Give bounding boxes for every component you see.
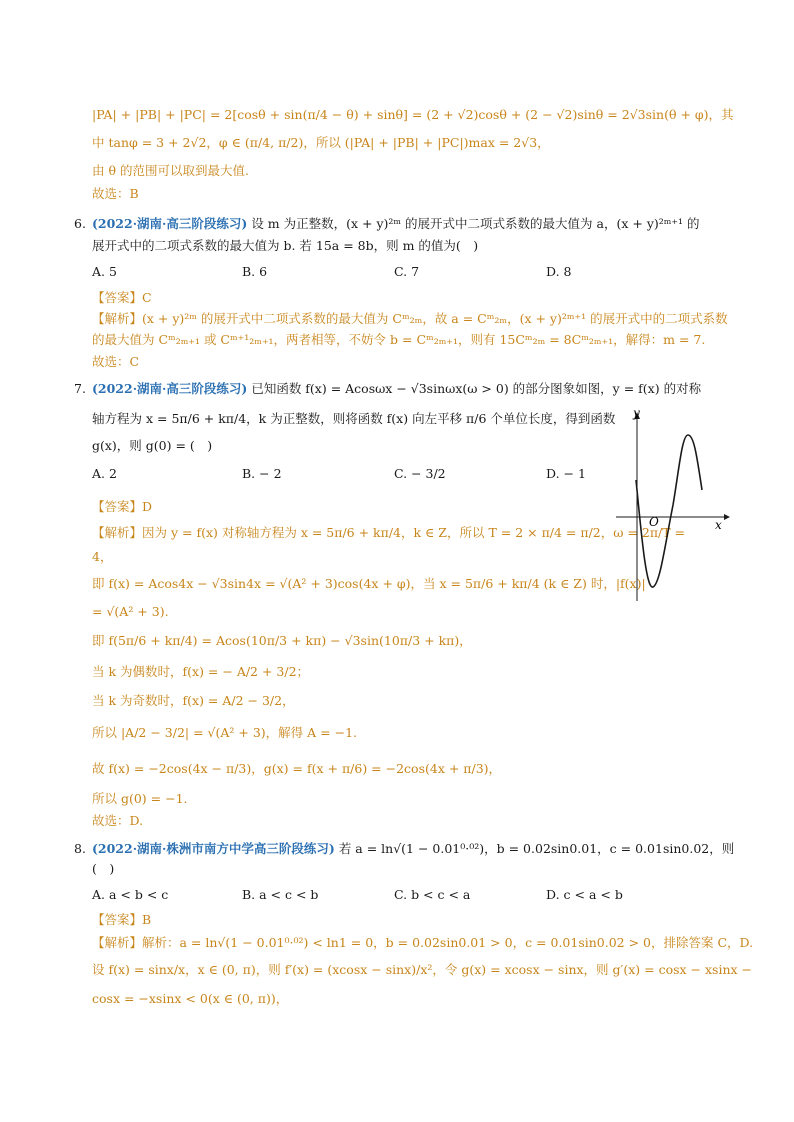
q7-explanation-line-4: = √(A² + 3). <box>92 604 169 619</box>
q7-explanation-line-9: 故 f(x) = −2cos(4x − π/3)，g(x) = f(x + π/6) = −2cos(4x + π/3)， <box>92 761 502 776</box>
q7-option-a: A. 2 <box>92 466 117 481</box>
q7-explanation-line-7: 当 k 为奇数时，f(x) = A/2 − 3/2， <box>92 693 295 708</box>
q6-explanation-line-3: 故选：C <box>92 354 140 369</box>
sine-curve <box>636 435 702 587</box>
q6-option-b: B. 6 <box>242 264 268 279</box>
q7-stem-text-1: 已知函数 f(x) = Acosωx − √3sinωx(ω > 0) 的部分图象如图，y = f(x) 的对称 <box>251 381 702 396</box>
q6-option-a: A. 5 <box>92 264 117 279</box>
q8-explanation-line-2: 设 f(x) = sinx/x，x ∈ (0, π)，则 f′(x) = (xcosx − sinx)/x²，令 g(x) = xcosx − sinx，则 g′(x) = cosx − xsinx − <box>92 962 753 977</box>
q8-answer: 【答案】B <box>92 912 152 927</box>
q6-stem-text-1: 设 m 为正整数，(x + y)²ᵐ 的展开式中二项式系数的最大值为 a，(x + y)²ᵐ⁺¹ 的 <box>251 216 700 231</box>
q8-number: 8. <box>74 841 86 856</box>
q7-function-graph <box>612 405 732 605</box>
q7-explanation-line-3: 即 f(x) = Acos4x − √3sin4x = √(A² + 3)cos(4x + φ)，当 x = 5π/6 + kπ/4 (k ∈ Z) 时，|f(x)| <box>92 576 646 591</box>
q6-stem-line-1 <box>92 216 732 232</box>
q7-source: (2022·湖南·高三阶段练习) <box>92 381 248 396</box>
q8-explanation-line-3: cosx = −xsinx < 0(x ∈ (0, π))， <box>92 991 289 1006</box>
q7-explanation-line-10: 所以 g(0) = −1. <box>92 791 188 806</box>
q7-explanation-line-1: 【解析】因为 y = f(x) 对称轴方程为 x = 5π/6 + kπ/4，k ∈ Z，所以 T = 2 × π/4 = π/2，ω = 2π/T = <box>92 525 686 540</box>
q7-option-d: D. − 1 <box>546 466 586 481</box>
origin-label: O <box>649 515 659 529</box>
q8-stem-line-1 <box>92 841 735 857</box>
q7-answer: 【答案】D <box>92 499 153 514</box>
x-axis-arrow-icon <box>724 514 730 520</box>
q8-option-c: C. b < c < a <box>394 887 471 902</box>
x-axis-label: x <box>715 518 722 532</box>
q6-explanation-line-2: 的最大值为 Cᵐ₂ₘ₊₁ 或 Cᵐ⁺¹₂ₘ₊₁，两者相等，不妨令 b = Cᵐ₂ₘ₊₁，则有 15Cᵐ₂ₘ = 8Cᵐ₂ₘ₊₁，解得：m = 7. <box>92 332 706 347</box>
q5-choice: 故选：B <box>92 186 139 201</box>
q7-stem-line-3: g(x)，则 g(0) = ( ) <box>92 438 213 453</box>
q7-option-c: C. − 3/2 <box>394 466 446 481</box>
y-axis-label: y <box>633 406 640 420</box>
q6-source: (2022·湖南·高三阶段练习) <box>92 216 248 231</box>
q7-explanation-line-8: 所以 |A/2 − 3/2| = √(A² + 3)，解得 A = −1. <box>92 725 357 740</box>
q6-number: 6. <box>74 216 86 231</box>
q6-option-c: C. 7 <box>394 264 420 279</box>
q8-stem-line-2: ( ) <box>92 861 115 876</box>
q8-explanation-line-1: 【解析】解析：a = ln√(1 − 0.01⁰·⁰²) < ln1 = 0，b = 0.02sin0.01 > 0，c = 0.01sin0.02 > 0，排除答案 C，D. <box>92 935 754 950</box>
q7-explanation-line-2: 4， <box>92 549 113 564</box>
q6-option-d: D. 8 <box>546 264 572 279</box>
q8-stem-text-1: 若 a = ln√(1 − 0.01⁰·⁰²)，b = 0.02sin0.01，c = 0.01sin0.02，则 <box>338 841 735 856</box>
q8-option-d: D. c < a < b <box>546 887 623 902</box>
q7-explanation-line-6: 当 k 为偶数时，f(x) = − A/2 + 3/2； <box>92 664 310 679</box>
q5-solution-line-1: |PA| + |PB| + |PC| = 2[cosθ + sin(π/4 − θ) + sinθ] = (2 + √2)cosθ + (2 − √2)sinθ = 2√3sin(θ + φ)，其 <box>92 107 734 122</box>
q5-solution-line-2: 中 tanφ = 3 + 2√2，φ ∈ (π/4, π/2)，所以 (|PA| + |PB| + |PC|)max = 2√3， <box>92 135 550 150</box>
q6-stem-line-2: 展开式中的二项式系数的最大值为 b. 若 15a = 8b，则 m 的值为( ) <box>92 238 479 253</box>
q7-stem-line-2: 轴方程为 x = 5π/6 + kπ/4，k 为正整数，则将函数 f(x) 向左平移 π/6 个单位长度，得到函数 <box>92 411 616 426</box>
q7-explanation-line-5: 即 f(5π/6 + kπ/4) = Acos(10π/3 + kπ) − √3sin(10π/3 + kπ)， <box>92 633 472 648</box>
q8-option-a: A. a < b < c <box>92 887 169 902</box>
q6-answer: 【答案】C <box>92 290 152 305</box>
q8-source: (2022·湖南·株洲市南方中学高三阶段练习) <box>92 841 335 856</box>
q8-option-b: B. a < c < b <box>242 887 319 902</box>
q7-stem-line-1 <box>92 381 732 397</box>
q7-number: 7. <box>74 381 86 396</box>
q5-solution-line-3: 由 θ 的范围可以取到最大值. <box>92 163 249 178</box>
q7-option-b: B. − 2 <box>242 466 282 481</box>
q6-explanation-line-1: 【解析】(x + y)²ᵐ 的展开式中二项式系数的最大值为 Cᵐ₂ₘ，故 a = Cᵐ₂ₘ，(x + y)²ᵐ⁺¹ 的展开式中的二项式系数 <box>92 311 728 326</box>
q7-explanation-line-11: 故选：D. <box>92 813 144 828</box>
